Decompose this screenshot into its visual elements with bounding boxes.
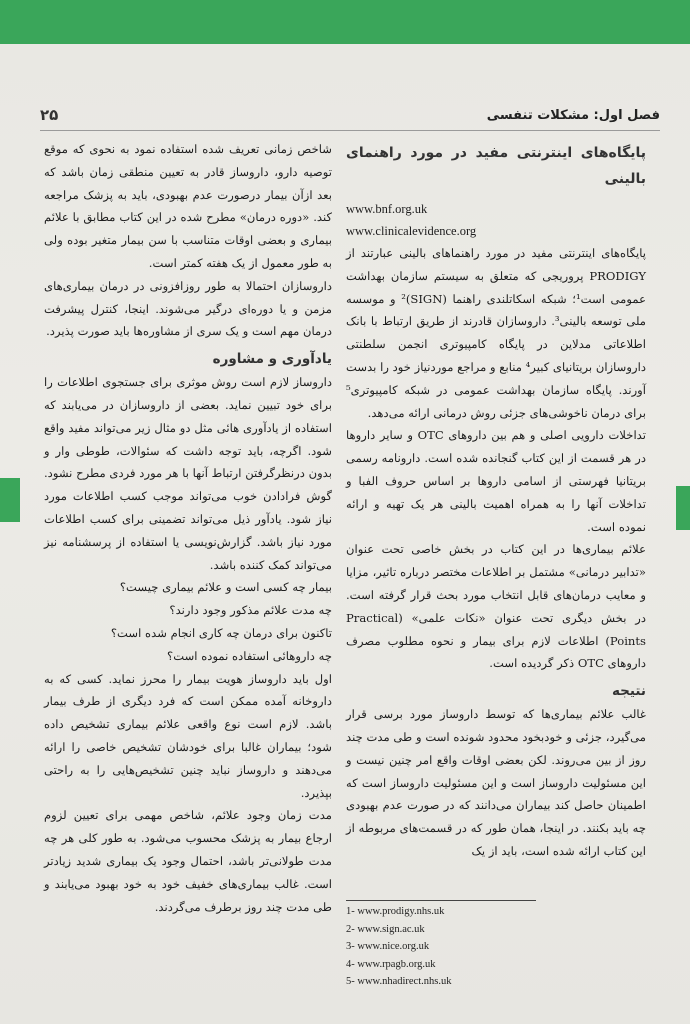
paragraph: داروساز لازم است روش موثری برای جستجوی اطلاعات را برای خود تبیین نماید. بعضی از داروسازان در می‌یابند که استفاده از یادآوری هائی مثل دو مثال زیر می‌تواند مفید واقع شود. اگرچه، باید توجه داشت که سئوالات، طوطی وار و بدون درنظرگرفتن ارتباط آنها با هر مورد فردی مطرح نشود. گوش فرادادن خوب می‌تواند موجب کسب اطلاعات مورد نیاز شود. یادآور ذیل می‌تواند تضمینی برای کسب اطلاعات مورد نیاز باشد. گزارش‌نویسی یا استفاده از پرسشنامه نیز می‌تواند کمک کننده باشد. [44, 375, 333, 572]
footnote: 3- www.nice.org.uk [346, 941, 430, 952]
paragraph: اول باید داروساز هویت بیمار را محرز نماید. کسی که به داروخانه آمده ممکن است که فرد دیگری از طرف بیمار باشد. لازم است نوع واقعی علائم بیماری تشخیص داده شود؛ بیماران غالبا برای خودشان تشخیص خاصی را ارائه می‌دهند و داروساز نباید چنین تشخیص‌هایی را به راحتی بپذیرد. [44, 671, 332, 800]
chapter-title: فصل اول: مشکلات تنفسی [486, 107, 660, 123]
paragraph: علائم بیماری‌ها در این کتاب در بخش خاصی تحت عنوان «تدابیر درمانی» مشتمل بر اطلاعات مختصر درباره تاثیر، مزایا و معایب درمان‌های قابل انتخاب مورد بحث قرار گرفته است. در بخش دیگری تحت عنوان «نکات علمی» (Practical Points) اطلاعات لازم برای بیمار و نحوه مطلوب مصرف داروهای OTC ذکر گردیده است. [346, 542, 646, 671]
footnote: 5- www.nhadirect.nhs.uk [346, 976, 452, 987]
footnote-rule [346, 900, 536, 901]
question-item: چه داروهائی استفاده نموده است؟ [167, 648, 332, 663]
footnote: 4- www.rpagb.org.uk [346, 958, 436, 970]
paragraph: داروسازان احتمالا به طور روزافزونی در درمان بیماری‌های مزمن و یا دوره‌ای درگیر می‌شوند. اینجا، کنترل پیشرفت درمان مهم است و یک سری از مشاوره‌ها باید صورت پذیرد. [44, 278, 332, 339]
conclusion-heading: نتیجه [611, 683, 646, 700]
running-header [40, 100, 660, 131]
url-line: www.bnf.org.uk [346, 202, 428, 216]
question-item: تاکنون برای درمان چه کاری انجام شده است؟ [110, 625, 332, 640]
chapter-edge-tab [0, 478, 20, 522]
page-number: ۲۵ [40, 106, 59, 124]
advice-heading: یادآوری و مشاوره [212, 351, 332, 368]
top-green-band [0, 0, 690, 44]
question-item: بیمار چه کسی است و علائم بیماری چیست؟ [119, 580, 332, 595]
right-column [346, 138, 646, 863]
paragraph: شاخص زمانی تعریف شده استفاده نمود به نحوی که موقع توصیه دارو، داروساز قادر به تعیین منطقی زمان باشد که بعد ازآن بیمار درصورت عدم بهبودی، باید به پزشک مراجعه کند. «دوره درمان» مطرح شده در این کتاب مطابق با علائم بیماری و بعضی اوقات متناسب با سن بیمار متغیر بوده ولی به طور معمول از یک هفته کمتر است. [44, 142, 332, 270]
question-item: چه مدت علائم مذکور وجود دارند؟ [169, 603, 332, 618]
paragraph: پایگاه‌های اینترنتی مفید در مورد راهنماهای بالینی عبارتند از PRODIGY پروریجی که متعلق به سیستم سازمان بهداشت عمومی است¹؛ شبکه اسکاتلندی راهنما (SIGN)² و موسسه ملی توسعه بالینی³. داروسازان قادرند از طریق ارتباط با بانک اطلاعاتی مدلاین در پایگاه کامپیوتری انجمن سلطنتی داروسازان بریتانیای کبیر⁴ منابع و مراجع موردنیاز خود را بدست آورند. پایگاه سازمان بهداشت عمومی در شبکه کامپیوتری⁵ برای درمان ناخوشی‌های جزئی روش درمانی ارائه می‌دهد. [346, 246, 646, 420]
chapter-edge-tab-right [676, 486, 690, 530]
url-line: www.clinicalevidence.org [346, 224, 477, 238]
footnote: 2- www.sign.ac.uk [346, 923, 425, 935]
footnotes [346, 900, 646, 991]
section-heading: پایگاه‌های اینترنتی مفید در مورد راهنمای بالینی [346, 145, 646, 187]
paragraph: غالب علائم بیماری‌ها که توسط داروساز مورد برسی قرار می‌گیرد، جزئی و خودبخود محدود شونده است و طی مدت چند روز از بین می‌روند. لکن بعضی اوقات واقع امر چنین نیست و این مسئولیت داروساز است و این مسئولیت داروساز است که اطمینان حاصل کند بیماران می‌دانند که در صورت عدم بهبودی چه باید بکنند. در اینجا، همان طور که در قسمت‌های مربوطه از این کتاب ارائه شده است، باید از یک [346, 707, 646, 858]
paragraph: تداخلات دارویی اصلی و هم بین داروهای OTC و سایر داروها در هر قسمت از این کتاب گنجانده شده است. دارونامه رسمی بریتانیا فهرستی از اسامی داروها بر اساس حروف الفبا و تداخلات آنها را به همراه اهمیت بالینی هر یک تهیه و ارائه نموده است. [346, 428, 646, 534]
left-column [44, 138, 332, 918]
paragraph: مدت زمان وجود علائم، شاخص مهمی برای تعیین لزوم ارجاع بیمار به پزشک محسوب می‌شود. به طور کلی هر چه مدت طولانی‌تر باشد، احتمال وجود یک بیماری شدید زیادتر است. غالب بیماری‌های خفیف خود به خود بهبود می‌یابند و طی مدت چند روز برطرف می‌گردند. [44, 808, 332, 914]
footnote: 1- www.prodigy.nhs.uk [346, 906, 445, 917]
